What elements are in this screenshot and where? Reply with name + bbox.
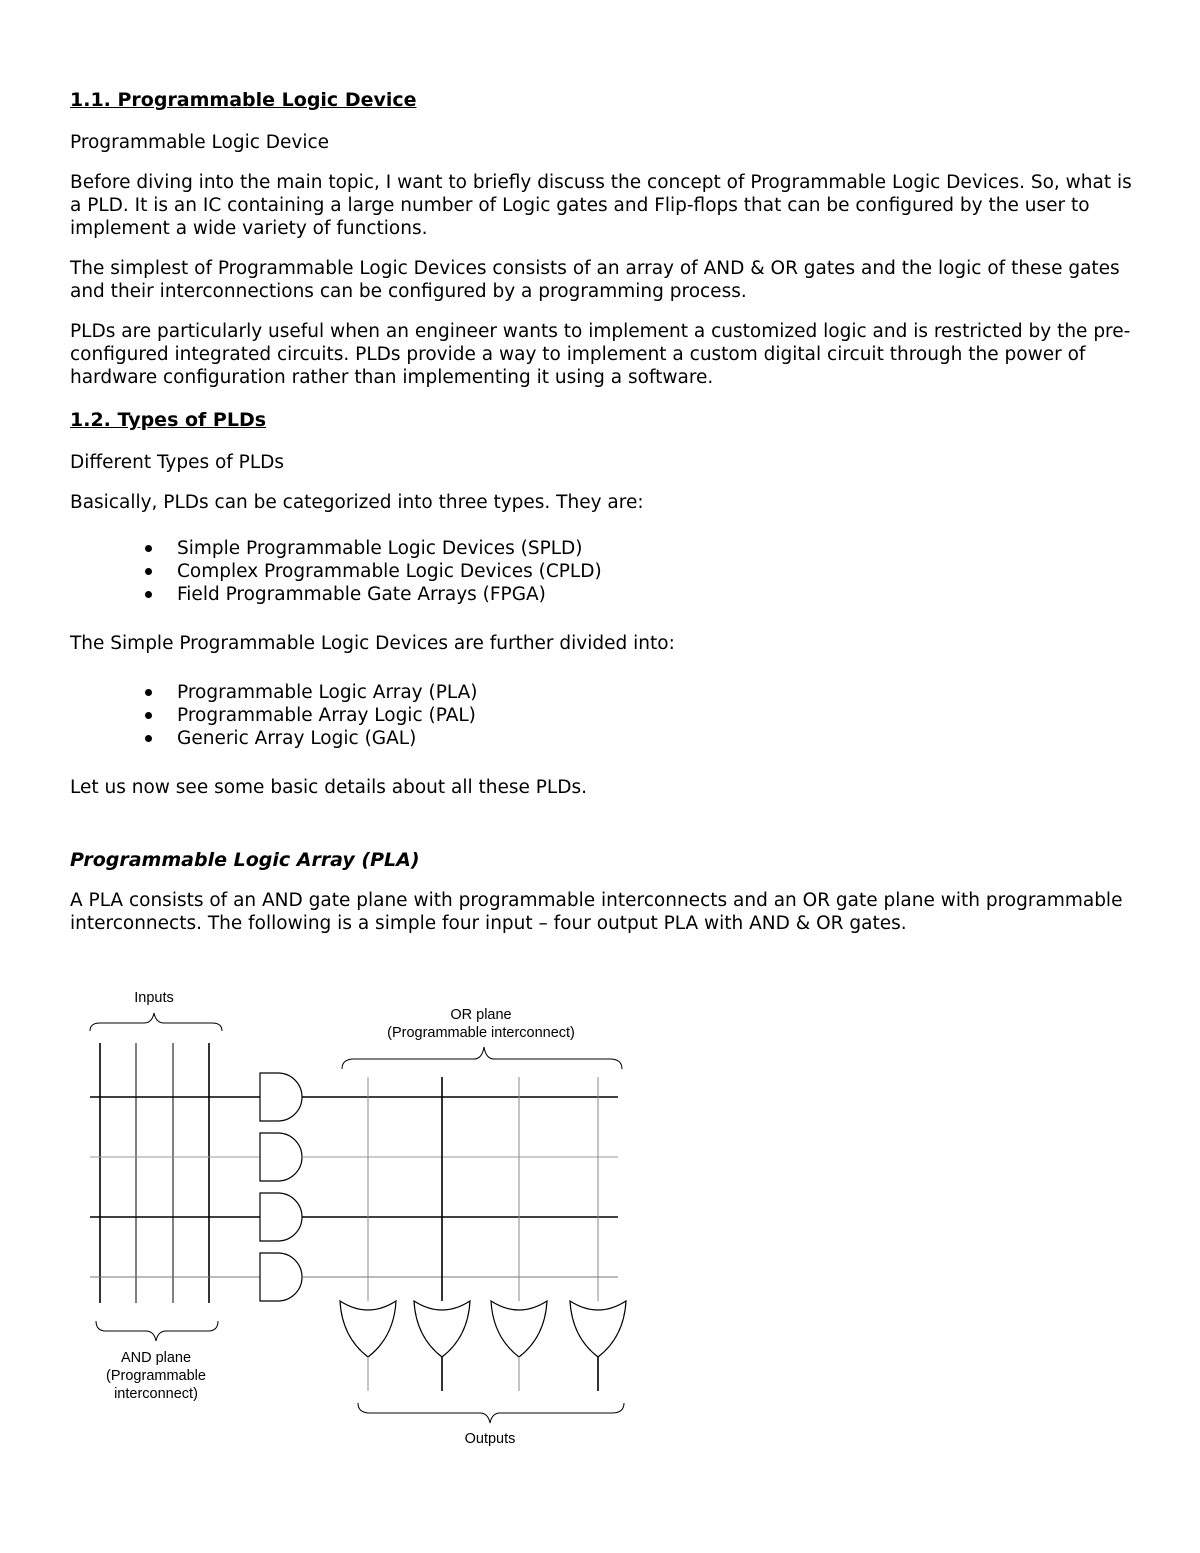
and-gates: [260, 1073, 302, 1301]
and-plane-brace: [96, 1321, 218, 1341]
paragraph-closing: Let us now see some basic details about all these PLDs.: [70, 777, 587, 798]
and-plane-sublabel-1: (Programmable: [106, 1368, 206, 1384]
inputs-label: Inputs: [134, 990, 174, 1006]
section-heading-types-of-plds: 1.2. Types of PLDs: [70, 409, 267, 431]
list-item: Programmable Array Logic (PAL): [177, 704, 1140, 727]
or-gate: [570, 1301, 626, 1357]
and-plane-sublabel-2: interconnect): [114, 1386, 198, 1402]
and-gate: [260, 1193, 302, 1241]
and-gate: [260, 1133, 302, 1181]
outputs-label: Outputs: [464, 1431, 516, 1447]
and-gate: [260, 1253, 302, 1301]
paragraph-pld-usefulness: PLDs are particularly useful when an engineer wants to implement a customized logic and is restricted by the pre-configured integrated circuits. PLDs provide a way to implement a custom digital circuit through the power of hardware configuration rather than implementing it using a software.: [70, 321, 1131, 388]
or-gate: [340, 1301, 396, 1357]
list-item: Programmable Logic Array (PLA): [177, 681, 1140, 704]
list-item: Complex Programmable Logic Devices (CPLD): [177, 560, 1140, 583]
section-subtitle: Programmable Logic Device: [70, 132, 330, 153]
paragraph-types-intro: Basically, PLDs can be categorized into three types. They are:: [70, 492, 644, 513]
pla-heading: Programmable Logic Array (PLA): [70, 849, 420, 871]
and-plane-input-lines: [100, 1043, 209, 1303]
and-gate: [260, 1073, 302, 1121]
or-plane-sublabel: (Programmable interconnect): [387, 1025, 575, 1041]
or-gate: [491, 1301, 547, 1357]
or-plane-brace: [342, 1047, 622, 1069]
list-item: Generic Array Logic (GAL): [177, 727, 1140, 750]
section-subtitle-types: Different Types of PLDs: [70, 452, 285, 473]
pla-diagram: [80, 985, 640, 1455]
or-gate: [414, 1301, 470, 1357]
or-gates: [340, 1301, 626, 1357]
and-plane-product-lines: [90, 1097, 260, 1277]
outputs-brace: [358, 1403, 624, 1423]
paragraph-pla: A PLA consists of an AND gate plane with programmable interconnects and an OR gate plane with programmable interconnects. The following is a simple four input – four output PLA with AND & OR gates.: [70, 890, 1123, 934]
inputs-brace: [90, 1013, 222, 1031]
or-plane-product-lines: [302, 1097, 618, 1277]
paragraph-pld-simplest: The simplest of Programmable Logic Devices consists of an array of AND & OR gates and the logic of these gates and their interconnections can be configured by a programming process.: [70, 258, 1120, 302]
and-plane-label: AND plane: [120, 1350, 192, 1366]
or-plane-label: OR plane: [450, 1007, 512, 1023]
list-item: Simple Programmable Logic Devices (SPLD): [177, 537, 1140, 560]
list-item: Field Programmable Gate Arrays (FPGA): [177, 583, 1140, 606]
spld-types-list: [70, 681, 1140, 750]
section-heading-programmable-logic-device: 1.1. Programmable Logic Device: [70, 89, 417, 111]
document-page: [70, 88, 1140, 952]
pld-types-list: [70, 537, 1140, 606]
output-lines: [368, 1357, 598, 1391]
paragraph-pld-intro: Before diving into the main topic, I want to briefly discuss the concept of Programmable Logic Devices. So, what is a PLD. It is an IC containing a large number of Logic gates and Flip-flops that can be configured by the user to implement a wide variety of functions.: [70, 172, 1132, 239]
paragraph-spld-intro: The Simple Programmable Logic Devices are further divided into:: [70, 633, 675, 654]
or-plane-vertical-lines: [368, 1077, 598, 1301]
